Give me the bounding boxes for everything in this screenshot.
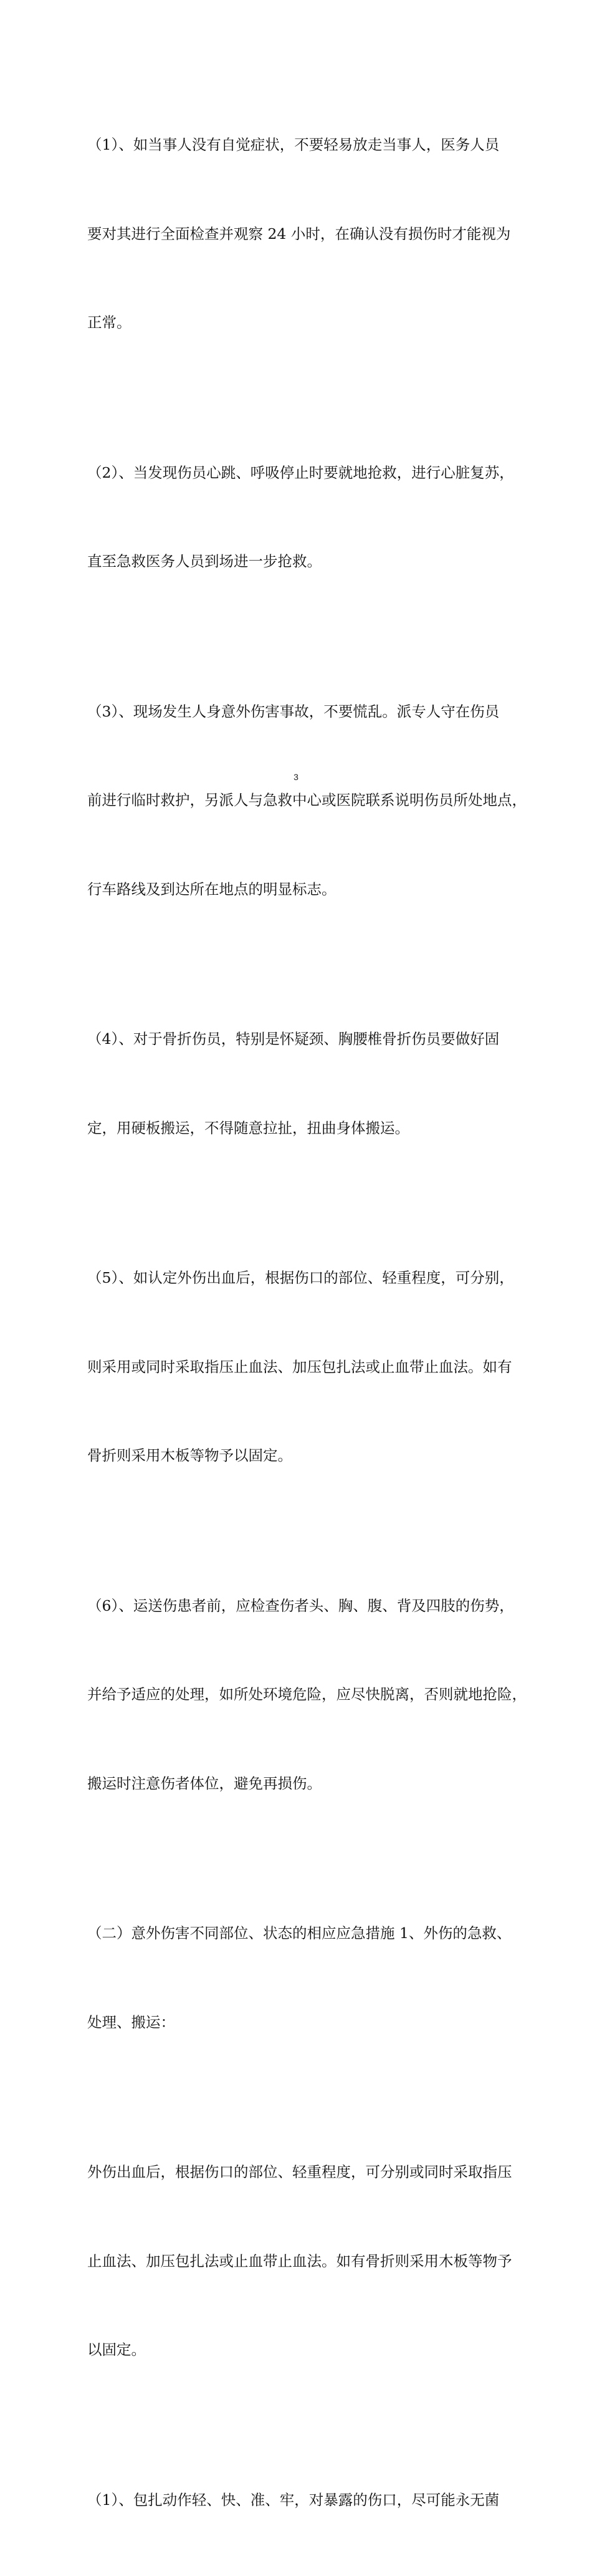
paragraph-9 xyxy=(87,2426,523,2575)
text-line: 直至急救医务人员到场进一步抢救。 xyxy=(87,552,322,570)
text-line: （6）、运送伤患者前，应检查伤者头、胸、腹、背及四肢的伤势， xyxy=(87,1596,514,1614)
paragraph-6 xyxy=(87,1532,527,1858)
page-number: 3 xyxy=(294,772,298,782)
text-line: 外伤出血后，根据伤口的部位、轻重程度，可分别或同时采取指压 xyxy=(87,2163,512,2181)
text-line: 搬运时注意伤者体位，避免再损伤。 xyxy=(87,1774,322,1792)
text-line: （4）、对于骨折伤员，特别是怀疑颈、胸腰椎骨折伤员要做好固 xyxy=(87,1030,500,1048)
text-line: 行车路线及到达所在地点的明显标志。 xyxy=(87,880,337,898)
text-line: 以固定。 xyxy=(87,2341,146,2358)
paragraph-4 xyxy=(87,965,523,1202)
paragraph-5 xyxy=(87,1204,523,1530)
text-line: 正常。 xyxy=(87,314,131,331)
text-line: 要对其进行全面检查并观察 24 小时，在确认没有损伤时才能视为 xyxy=(87,224,511,243)
paragraph-8 xyxy=(87,2098,523,2424)
text-line: 处理、搬运： xyxy=(87,2013,175,2031)
text-line: （3）、现场发生人身意外伤害事故，不要慌乱。派专人守在伤员 xyxy=(87,702,500,720)
text-line: 前进行临时救护，另派人与急救中心或医院联系说明伤员所处地点， xyxy=(87,791,527,809)
text-line: （1）、如当事人没有自觉症状，不要轻易放走当事人，医务人员 xyxy=(87,136,500,153)
text-line: 骨折则采用木板等物予以固定。 xyxy=(87,1447,292,1464)
text-line: 定，用硬板搬运，不得随意拉扯，扭曲身体搬运。 xyxy=(87,1119,409,1137)
document-body xyxy=(87,71,527,2576)
text-line: （5）、如认定外伤出血后，根据伤口的部位、轻重程度，可分别， xyxy=(87,1269,514,1286)
text-line: （2）、当发现伤员心跳、呼吸停止时要就地抢救，进行心脏复苏， xyxy=(87,463,514,481)
text-line: 并给予适应的处理，如所处环境危险，应尽快脱离，否则就地抢险， xyxy=(87,1686,527,1703)
paragraph-2 xyxy=(87,399,523,636)
text-line: 则采用或同时采取指压止血法、加压包扎法或止血带止血法。如有 xyxy=(87,1358,512,1376)
text-line: （二）意外伤害不同部位、状态的相应应急措施 1、外伤的急救、 xyxy=(87,1924,512,1942)
text-line: （1）、包扎动作轻、快、准、牢，对暴露的伤口，尽可能永无菌 xyxy=(87,2491,500,2509)
paragraph-1 xyxy=(87,71,523,397)
text-line: 止血法、加压包扎法或止血带止血法。如有骨折则采用木板等物予 xyxy=(87,2252,512,2270)
section-heading-paragraph xyxy=(87,1860,523,2096)
paragraph-3 xyxy=(87,638,527,964)
